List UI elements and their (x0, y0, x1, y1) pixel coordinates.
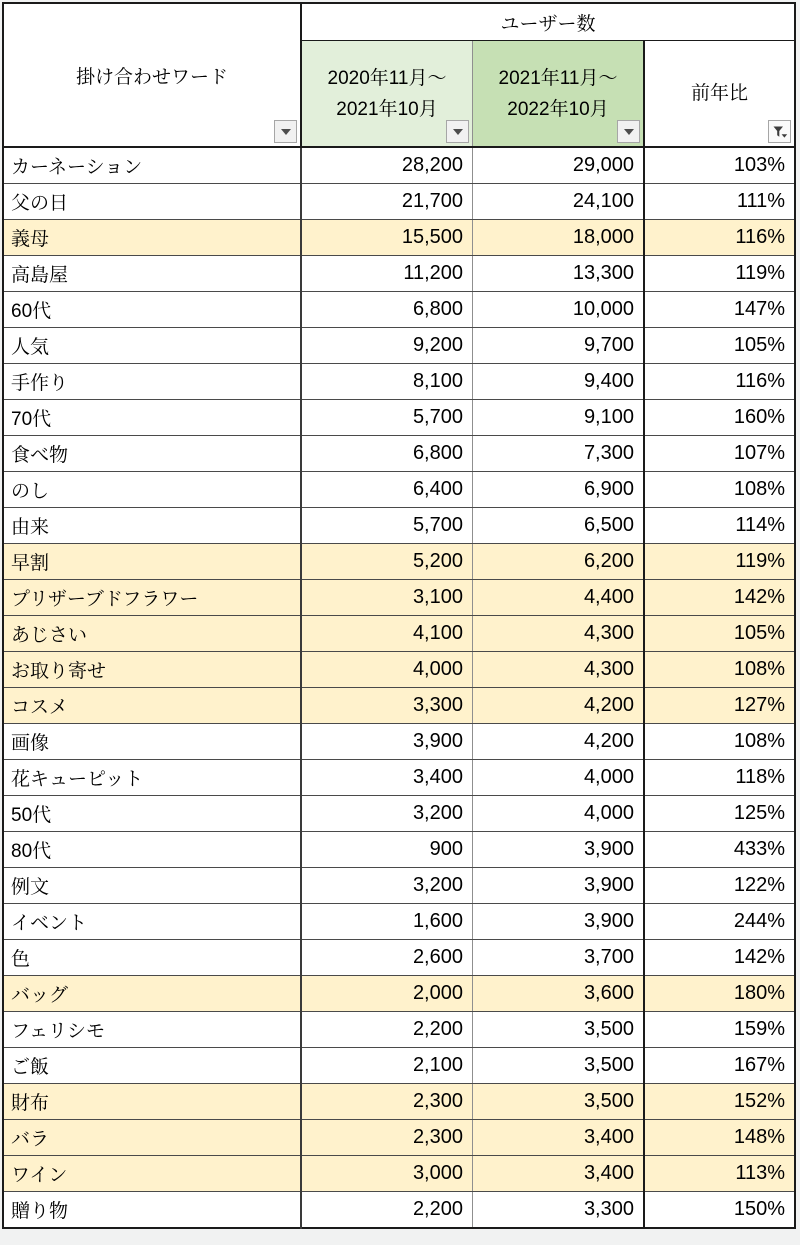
keyword-cell: 高島屋 (3, 256, 301, 292)
period2-value-cell: 3,400 (473, 1120, 645, 1156)
yoy-value-cell: 114% (644, 508, 795, 544)
yoy-value-cell: 152% (644, 1084, 795, 1120)
keyword-cell: プリザーブドフラワー (3, 580, 301, 616)
period2-value-cell: 6,500 (473, 508, 645, 544)
period1-value-cell: 2,200 (301, 1012, 473, 1048)
keyword-cell: 早割 (3, 544, 301, 580)
period1-value-cell: 5,700 (301, 400, 473, 436)
keyword-cell: お取り寄せ (3, 652, 301, 688)
period2-value-cell: 9,100 (473, 400, 645, 436)
period1-value-cell: 2,000 (301, 976, 473, 1012)
table-row (3, 976, 795, 1012)
period2-value-cell: 9,700 (473, 328, 645, 364)
period2-value-cell: 3,900 (473, 904, 645, 940)
keyword-cell: ワイン (3, 1156, 301, 1192)
table-row (3, 364, 795, 400)
keyword-cell: 食べ物 (3, 436, 301, 472)
period1-value-cell: 11,200 (301, 256, 473, 292)
period2-value-cell: 3,300 (473, 1192, 645, 1229)
period1-line2: 2021年10月 (336, 98, 438, 120)
period2-line2: 2022年10月 (507, 98, 609, 120)
table-row (3, 508, 795, 544)
yoy-value-cell: 111% (644, 184, 795, 220)
period1-value-cell: 3,100 (301, 580, 473, 616)
period2-value-cell: 3,600 (473, 976, 645, 1012)
yoy-value-cell: 116% (644, 364, 795, 400)
table-row (3, 256, 795, 292)
period1-value-cell: 15,500 (301, 220, 473, 256)
period1-value-cell: 5,700 (301, 508, 473, 544)
table-row (3, 580, 795, 616)
period2-value-cell: 18,000 (473, 220, 645, 256)
table-row (3, 328, 795, 364)
period2-value-cell: 3,700 (473, 940, 645, 976)
table-row (3, 652, 795, 688)
keyword-cell: コスメ (3, 688, 301, 724)
yoy-value-cell: 108% (644, 472, 795, 508)
yoy-value-cell: 108% (644, 652, 795, 688)
period2-value-cell: 4,300 (473, 616, 645, 652)
keyword-cell: バッグ (3, 976, 301, 1012)
table-row (3, 724, 795, 760)
period1-value-cell: 28,200 (301, 147, 473, 184)
keyword-cell: あじさい (3, 616, 301, 652)
keyword-cell: 画像 (3, 724, 301, 760)
yoy-value-cell: 150% (644, 1192, 795, 1229)
period2-value-cell: 6,900 (473, 472, 645, 508)
period2-value-cell: 10,000 (473, 292, 645, 328)
yoy-filter-button[interactable] (768, 120, 791, 143)
table-body (3, 147, 795, 1228)
table-header (3, 3, 795, 147)
table-row (3, 472, 795, 508)
keyword-cell: 由来 (3, 508, 301, 544)
period1-filter-button[interactable] (446, 120, 469, 143)
period2-value-cell: 4,200 (473, 724, 645, 760)
table-row (3, 147, 795, 184)
period1-value-cell: 8,100 (301, 364, 473, 400)
table-row (3, 544, 795, 580)
table-row (3, 688, 795, 724)
period1-value-cell: 5,200 (301, 544, 473, 580)
yoy-value-cell: 147% (644, 292, 795, 328)
period1-value-cell: 3,200 (301, 796, 473, 832)
table-row (3, 292, 795, 328)
period1-value-cell: 4,000 (301, 652, 473, 688)
keyword-column-header (3, 3, 301, 147)
keyword-cell: カーネーション (3, 147, 301, 184)
period2-value-cell: 29,000 (473, 147, 645, 184)
keyword-cell: 70代 (3, 400, 301, 436)
yoy-value-cell: 127% (644, 688, 795, 724)
period2-filter-button[interactable] (617, 120, 640, 143)
period1-value-cell: 9,200 (301, 328, 473, 364)
table-row (3, 220, 795, 256)
yoy-value-cell: 148% (644, 1120, 795, 1156)
table-row (3, 1120, 795, 1156)
dropdown-arrow-icon (281, 129, 291, 135)
yoy-value-cell: 180% (644, 976, 795, 1012)
table-row (3, 1048, 795, 1084)
table-row (3, 760, 795, 796)
yoy-value-cell: 105% (644, 616, 795, 652)
keyword-cell: 財布 (3, 1084, 301, 1120)
table-row (3, 1192, 795, 1229)
period1-value-cell: 3,000 (301, 1156, 473, 1192)
period1-value-cell: 21,700 (301, 184, 473, 220)
yoy-value-cell: 160% (644, 400, 795, 436)
yoy-value-cell: 142% (644, 940, 795, 976)
yoy-value-cell: 125% (644, 796, 795, 832)
period2-value-cell: 3,500 (473, 1012, 645, 1048)
yoy-value-cell: 113% (644, 1156, 795, 1192)
yoy-value-cell: 118% (644, 760, 795, 796)
period1-value-cell: 4,100 (301, 616, 473, 652)
filter-funnel-icon (772, 124, 788, 140)
yoy-value-cell: 167% (644, 1048, 795, 1084)
period2-value-cell: 4,200 (473, 688, 645, 724)
period2-value-cell: 4,400 (473, 580, 645, 616)
keyword-cell: 人気 (3, 328, 301, 364)
yoy-value-cell: 142% (644, 580, 795, 616)
period2-value-cell: 9,400 (473, 364, 645, 400)
period2-value-cell: 3,500 (473, 1084, 645, 1120)
yoy-value-cell: 103% (644, 147, 795, 184)
table-row (3, 1156, 795, 1192)
period1-value-cell: 2,300 (301, 1120, 473, 1156)
period2-line1: 2021年11月～ (498, 67, 618, 89)
keyword-filter-button[interactable] (274, 120, 297, 143)
keyword-cell: 父の日 (3, 184, 301, 220)
period1-column-header (301, 41, 473, 148)
period1-value-cell: 1,600 (301, 904, 473, 940)
period1-value-cell: 3,900 (301, 724, 473, 760)
user-count-group-header (301, 3, 795, 41)
keyword-cell: 贈り物 (3, 1192, 301, 1229)
period1-value-cell: 900 (301, 832, 473, 868)
period2-value-cell: 4,000 (473, 760, 645, 796)
keyword-cell: 50代 (3, 796, 301, 832)
period1-value-cell: 2,200 (301, 1192, 473, 1229)
yoy-value-cell: 119% (644, 544, 795, 580)
keyword-cell: ご飯 (3, 1048, 301, 1084)
period2-value-cell: 3,900 (473, 868, 645, 904)
period2-value-cell: 3,400 (473, 1156, 645, 1192)
keyword-cell: 花キューピット (3, 760, 301, 796)
period2-value-cell: 4,300 (473, 652, 645, 688)
period2-value-cell: 6,200 (473, 544, 645, 580)
keyword-cell: 色 (3, 940, 301, 976)
yoy-value-cell: 105% (644, 328, 795, 364)
period1-value-cell: 6,800 (301, 436, 473, 472)
dropdown-arrow-icon (453, 129, 463, 135)
keyword-cell: 義母 (3, 220, 301, 256)
period2-value-cell: 3,900 (473, 832, 645, 868)
period2-value-cell: 7,300 (473, 436, 645, 472)
yoy-value-cell: 116% (644, 220, 795, 256)
table-row (3, 400, 795, 436)
table-row (3, 1012, 795, 1048)
table-row (3, 796, 795, 832)
yoy-value-cell: 244% (644, 904, 795, 940)
keyword-cell: 手作り (3, 364, 301, 400)
keyword-cell: 例文 (3, 868, 301, 904)
period2-value-cell: 13,300 (473, 256, 645, 292)
period2-value-cell: 3,500 (473, 1048, 645, 1084)
yoy-column-label: 前年比 (690, 83, 748, 104)
keyword-cell: 60代 (3, 292, 301, 328)
table-row (3, 184, 795, 220)
period1-value-cell: 2,100 (301, 1048, 473, 1084)
dropdown-arrow-icon (624, 129, 634, 135)
yoy-value-cell: 122% (644, 868, 795, 904)
keyword-cell: イベント (3, 904, 301, 940)
period2-value-cell: 4,000 (473, 796, 645, 832)
table-row (3, 1084, 795, 1120)
yoy-value-cell: 107% (644, 436, 795, 472)
yoy-value-cell: 108% (644, 724, 795, 760)
yoy-column-header (644, 41, 795, 148)
keyword-cell: バラ (3, 1120, 301, 1156)
keyword-data-table (2, 2, 796, 1229)
period1-value-cell: 3,400 (301, 760, 473, 796)
yoy-value-cell: 159% (644, 1012, 795, 1048)
period1-line1: 2020年11月～ (327, 67, 447, 89)
table-row (3, 940, 795, 976)
period1-value-cell: 3,200 (301, 868, 473, 904)
table-row (3, 436, 795, 472)
yoy-value-cell: 119% (644, 256, 795, 292)
table-row (3, 616, 795, 652)
yoy-value-cell: 433% (644, 832, 795, 868)
period1-value-cell: 3,300 (301, 688, 473, 724)
table-row (3, 904, 795, 940)
table-row (3, 832, 795, 868)
period1-value-cell: 2,600 (301, 940, 473, 976)
keyword-cell: 80代 (3, 832, 301, 868)
period1-value-cell: 2,300 (301, 1084, 473, 1120)
period1-value-cell: 6,400 (301, 472, 473, 508)
spreadsheet-table (2, 2, 796, 1229)
table-row (3, 868, 795, 904)
user-count-group-label: ユーザー数 (500, 13, 596, 35)
keyword-cell: のし (3, 472, 301, 508)
period1-value-cell: 6,800 (301, 292, 473, 328)
keyword-column-label: 掛け合わせワード (75, 66, 228, 88)
keyword-cell: フェリシモ (3, 1012, 301, 1048)
period2-column-header (473, 41, 645, 148)
period2-value-cell: 24,100 (473, 184, 645, 220)
